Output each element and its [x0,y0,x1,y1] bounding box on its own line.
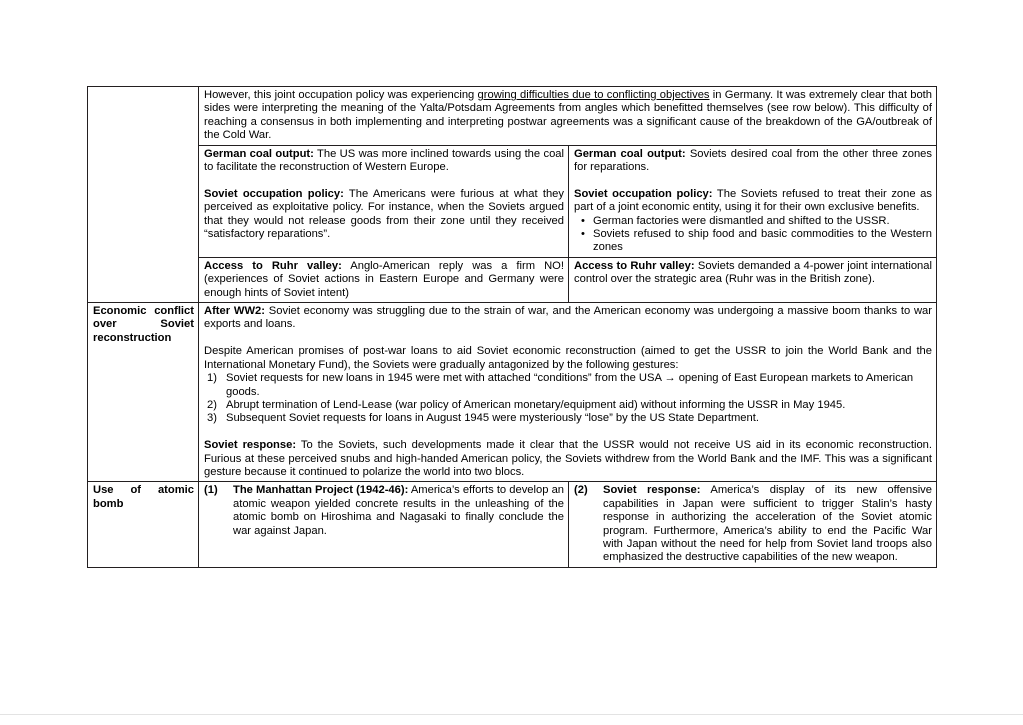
list-item: • German factories were dismantled and shifted to the USSR. [593,215,932,228]
ruhr-valley-left-heading: Access to Ruhr valley: [204,259,342,272]
paragraph-spacer [574,174,932,187]
soviet-occupation-policy-right-heading: Soviet occupation policy: [574,187,713,200]
german-coal-output-left-heading: German coal output: [204,147,314,160]
german-coal-output-left-text: The US was more inclined towards using the coal to facilitate the reconstruction of Western Europe. [204,147,564,174]
paragraph-spacer [204,332,932,345]
intro-underlined-phrase: growing difficulties due to conflicting objectives [477,89,710,101]
german-coal-output-right-heading: German coal output: [574,147,686,160]
ruhr-valley-right-text: Soviets demanded a 4-power joint international control over the strategic area (Ruhr was in the British zone). [574,259,932,286]
intro-text-before: However, this joint occupation policy was experiencing [204,89,478,101]
despite-american-promises-paragraph: Despite American promises of post-war loans to aid Soviet economic reconstruction (aimed to get the USSR to join the World Bank and the International Monetary Fund), the Soviets were gradually antagonized by the following gestures: [204,345,932,371]
antagonizing-gestures-list [204,372,932,426]
manhattan-project-cell [199,482,569,567]
after-ww2-paragraph [204,305,932,332]
soviet-response-atomic-number: (2) [574,484,588,497]
soviet-occupation-policy-left-heading: Soviet occupation policy: [204,187,344,200]
table-row [88,145,937,257]
list-item-text: Soviet requests for new loans in 1945 were met with attached “conditions” from the USA → opening of East European markets to American goods. [226,372,914,398]
notes-table [87,86,937,568]
list-item [204,412,932,425]
ruhr-valley-right [574,260,932,287]
manhattan-project-text: America’s efforts to develop an atomic weapon yielded concrete results in the unleashing of the atomic bomb on Hiroshima and Nagasaki to finally conclude the war against Japan. [233,484,565,537]
economic-conflict-cell [199,303,937,482]
list-item-text: Abrupt termination of Lend-Lease (war policy of American monetary/equipment aid) without informing the USSR in May 1945. [226,398,846,411]
soviet-occupation-bullet-list [574,215,932,255]
table-row [88,303,937,482]
manhattan-project-heading: The Manhattan Project (1942-46): [233,484,409,497]
intro-paragraph [204,89,932,143]
table-row [88,482,937,567]
row-label-economic-conflict: Economic conflict over Soviet reconstruction [88,303,199,482]
soviet-response-atomic-cell [569,482,937,567]
page-bottom-rule [0,714,1023,715]
coal-and-occupation-left-cell [199,145,569,257]
soviet-occupation-policy-right [574,188,932,215]
list-item-number: 3) [207,412,217,425]
soviet-response-atomic-text: America’s display of its new offensive capabilities in Japan were sufficient to trigger Stalin’s hasty response in authorizing the acceleration of the Soviet atomic program. Furthermore, America’s ability to end the Pacific War with Japan without the need for help from Soviet land troops also emphasized the destructive capabilities of the new weapon. [603,484,932,564]
soviet-response-economic-heading: Soviet response: [204,439,297,452]
soviet-response-economic-paragraph [204,439,932,479]
ruhr-valley-right-heading: Access to Ruhr valley: [574,259,695,272]
table-row [88,257,937,302]
intro-paragraph-cell [199,87,937,146]
soviet-response-atomic-heading: Soviet response: [603,484,701,497]
list-item-text: Subsequent Soviet requests for loans in August 1945 were mysteriously “lose” by the US State Department. [226,412,759,425]
list-item [204,372,932,399]
german-coal-output-right-text: Soviets desired coal from the other three zones for reparations. [574,147,932,174]
after-ww2-text: Soviet economy was struggling due to the strain of war, and the American economy was undergoing a massive boom thanks to war exports and loans. [204,305,932,331]
soviet-occupation-policy-right-text: The Soviets refused to treat their zone as part of a joint economic entity, using it for their own exclusive benefits. [574,187,933,214]
after-ww2-heading: After WW2: [204,305,265,318]
german-coal-output-left [204,148,564,175]
ruhr-valley-right-cell [569,257,937,302]
paragraph-spacer [204,426,932,439]
row-label-blank [88,87,199,303]
ruhr-valley-left-cell [199,257,569,302]
soviet-response-atomic-item [574,484,932,564]
manhattan-project-number: (1) [204,484,218,497]
soviet-occupation-policy-left-text: The Americans were furious at what they perceived as exploitative policy. For instance, when the Soviets argued that they would not release goods from their zone until they received “satisfactory reparations”. [204,187,564,241]
manhattan-project-item [204,484,564,538]
list-item-number: 2) [207,398,217,411]
list-item: • Soviets refused to ship food and basic commodities to the Western zones [593,228,932,255]
table-row [88,87,937,146]
list-item-number: 1) [207,372,217,385]
paragraph-spacer [204,174,564,187]
german-coal-output-right [574,148,932,175]
row-label-atomic-bomb: Use of atomic bomb [88,482,199,567]
ruhr-valley-left [204,260,564,300]
coal-and-occupation-right-cell [569,145,937,257]
intro-text-after: in Germany. It was extremely clear that both sides were interpreting the meaning of the Yalta/Potsdam Agreements from angles which benefitted themselves (see row below). This difficulty of reaching a consensus in both implementing and interpreting postwar agreements was a significant cause of the breakdown of the GA/outbreak of the Cold War. [204,89,932,142]
soviet-occupation-policy-left [204,188,564,242]
ruhr-valley-left-text: Anglo-American reply was a firm NO! (experiences of Soviet actions in Eastern Europe and Germany were enough hints of Soviet intent) [204,259,564,299]
list-item [204,399,932,412]
soviet-response-economic-text: To the Soviets, such developments made it clear that the USSR would not receive US aid in its economic reconstruction. Furious at these perceived snubs and high-handed American policy, the Soviets withdrew from the World Bank and the IMF. This was a significant gesture because it continued to polarize the world into two blocs. [204,439,933,478]
